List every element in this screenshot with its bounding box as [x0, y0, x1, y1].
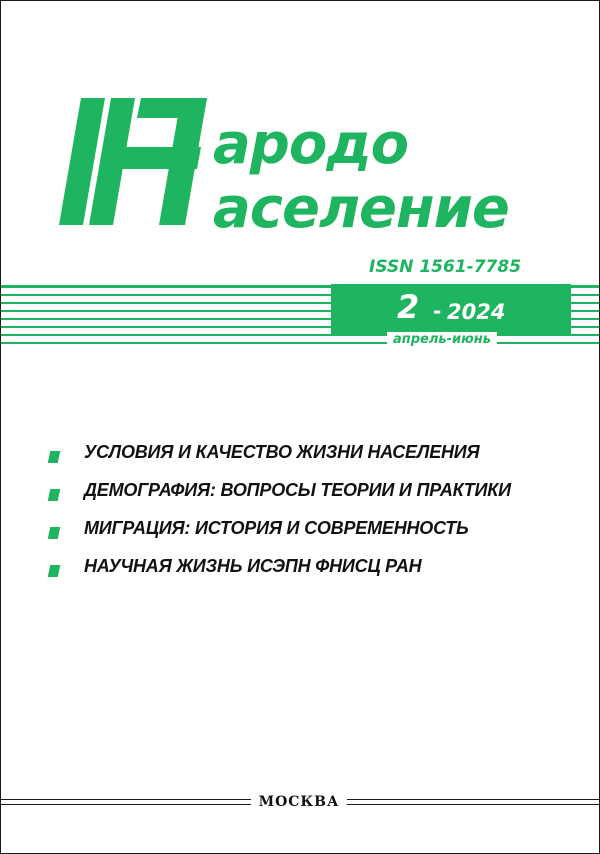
topic-item — [1, 513, 600, 551]
journal-logo — [1, 1, 600, 241]
publication-city: МОСКВА — [251, 792, 347, 812]
topic-item — [1, 437, 600, 475]
issue-period: апрель-июнь — [387, 332, 497, 348]
issue-separator: - — [433, 299, 442, 323]
topics-list — [1, 437, 600, 589]
topic-item — [1, 475, 600, 513]
logo-title-line2: аселение — [213, 176, 509, 241]
topic-item — [1, 551, 600, 589]
bullet-icon — [48, 489, 61, 501]
topic-text: ДЕМОГРАФИЯ: ВОПРОСЫ ТЕОРИИ И ПРАКТИКИ — [84, 480, 511, 500]
topic-text: МИГРАЦИЯ: ИСТОРИЯ И СОВРЕМЕННОСТЬ — [84, 518, 469, 538]
issue-number: 2 — [397, 288, 420, 326]
topic-text: УСЛОВИЯ И КАЧЕСТВО ЖИЗНИ НАСЕЛЕНИЯ — [84, 442, 480, 462]
bullet-icon — [48, 451, 61, 463]
bullet-icon — [48, 565, 61, 577]
issn-label: ISSN 1561-7785 — [369, 257, 522, 277]
topic-text: НАУЧНАЯ ЖИЗНЬ ИСЭПН ФНИСЦ РАН — [84, 556, 422, 576]
bullet-icon — [48, 527, 61, 539]
logo-title-line1: ародо — [213, 112, 409, 177]
issue-year: 2024 — [447, 300, 506, 324]
